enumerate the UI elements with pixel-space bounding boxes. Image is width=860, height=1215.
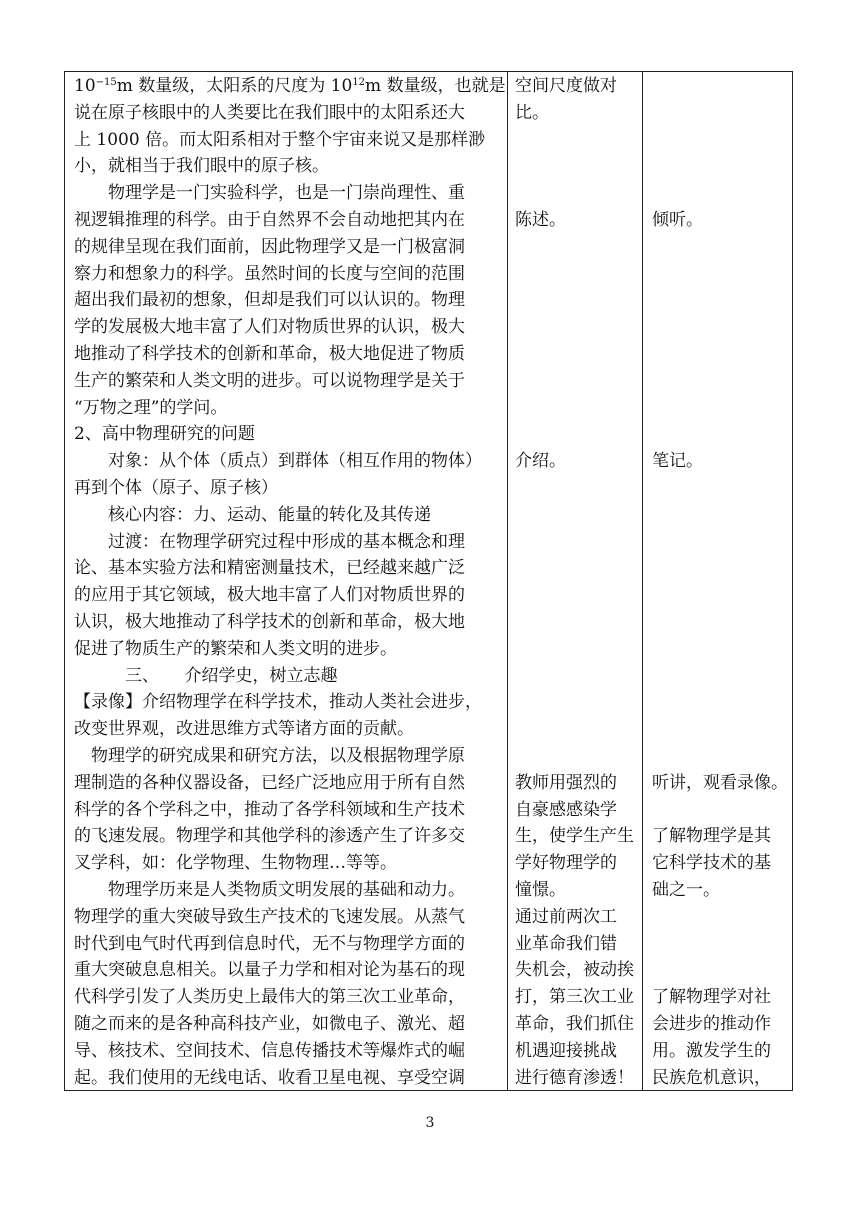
teacher-activity-column <box>508 72 642 1090</box>
text-line: 认识，极大地推动了科学技术的创新和革命，极大地 <box>74 612 465 632</box>
text-line: 促进了物质生产的繁荣和人类文明的进步。 <box>74 638 397 659</box>
teacher-note: 进行德育渗透！ <box>515 1067 634 1088</box>
teacher-note: 失机会，被动挨 <box>515 960 634 981</box>
text-line: 代科学引发了人类历史上最伟大的第三次工业革命， <box>74 987 465 1008</box>
teacher-note: 介绍。 <box>515 451 566 472</box>
teacher-note: 比。 <box>515 102 549 123</box>
text-line: 过渡：在物理学研究过程中形成的基本概念和理 <box>74 531 465 552</box>
text-line: 的应用于其它领域，极大地丰富了人们对物质世界的 <box>74 585 465 606</box>
page-number: 3 <box>425 1115 435 1131</box>
student-note: 础之一。 <box>652 880 720 900</box>
teacher-note: 通过前两次工 <box>515 906 617 927</box>
teacher-note: 自豪感感染学 <box>515 799 617 820</box>
text-line: 超出我们最初的想象，但却是我们可以认识的。物理 <box>74 290 465 311</box>
student-note: 民族危机意识， <box>652 1067 771 1088</box>
text-line: 物理学历来是人类物质文明发展的基础和动力。 <box>74 880 465 900</box>
text-line: 的规律呈现在我们面前，因此物理学又是一门极富洞 <box>74 236 465 257</box>
student-note: 了解物理学对社 <box>652 987 771 1008</box>
text-line: 时代到电气时代再到信息时代，无不与物理学方面的 <box>74 933 465 954</box>
text-line: “万物之理”的学问。 <box>74 397 228 418</box>
text-line: 核心内容：力、运动、能量的转化及其传递 <box>74 504 431 525</box>
text-line: 科学的各个学科之中，推动了各学科领域和生产技术 <box>74 799 465 820</box>
teacher-note: 学好物理学的 <box>515 853 617 874</box>
text-line: 理制造的各种仪器设备，已经广泛地应用于所有自然 <box>74 772 465 793</box>
text-line: 学的发展极大地丰富了人们对物质世界的认识，极大 <box>74 317 465 338</box>
student-note: 它科学技术的基 <box>652 853 771 874</box>
teacher-note: 教师用强烈的 <box>515 772 617 793</box>
text-line: 小，就相当于我们眼中的原子核。 <box>74 156 329 177</box>
student-note: 倾听。 <box>652 210 703 230</box>
student-note: 听讲，观看录像。 <box>652 772 788 793</box>
text-line: 【录像】介绍物理学在科学技术，推动人类社会进步， <box>74 692 482 713</box>
text-line: 视逻辑推理的科学。由于自然界不会自动地把其内在 <box>74 210 465 230</box>
text-line: 察力和想象力的科学。虽然时间的长度与空间的范围 <box>74 263 465 284</box>
text-line: 再到个体（原子、原子核） <box>74 478 278 498</box>
student-note: 会进步的推动作 <box>652 1014 771 1034</box>
student-note: 笔记。 <box>652 451 703 472</box>
text-line: 说在原子核眼中的人类要比在我们眼中的太阳系还大 <box>74 102 465 123</box>
text-line: 论、基本实验方法和精密测量技术，已经越来越广泛 <box>74 558 465 579</box>
teacher-note: 机遇迎接挑战 <box>515 1040 617 1061</box>
teacher-note: 生，使学生产生 <box>515 826 634 847</box>
text-line: 物理学的重大突破导致生产技术的飞速发展。从蒸气 <box>74 906 465 927</box>
text-line: 上 1000 倍。而太阳系相对于整个宇宙来说又是那样渺 <box>74 129 486 150</box>
student-note: 用。激发学生的 <box>652 1040 771 1061</box>
content-column <box>65 72 507 1090</box>
text-line: 生产的繁荣和人类文明的进步。可以说物理学是关于 <box>74 370 465 391</box>
text-line: 叉学科，如：化学物理、生物物理…等等。 <box>74 853 397 874</box>
text-line: 物理学是一门实验科学，也是一门崇尚理性、重 <box>74 183 465 204</box>
text-line: 随之而来的是各种高科技产业，如微电子、激光、超 <box>74 1014 465 1034</box>
text-line: 三、 介绍学史，树立志趣 <box>74 665 338 686</box>
text-line: 对象：从个体（质点）到群体（相互作用的物体） <box>74 451 482 472</box>
text-line: 的飞速发展。物理学和其他学科的渗透产生了许多交 <box>74 826 465 847</box>
teacher-note: 空间尺度做对 <box>515 76 617 96</box>
text-line: 重大突破息息相关。以量子力学和相对论为基石的现 <box>74 960 465 981</box>
text-line: 改变世界观，改进思维方式等诸方面的贡献。 <box>74 719 414 740</box>
student-note: 了解物理学是其 <box>652 826 771 847</box>
text-line: 起。我们使用的无线电话、收看卫星电视、享受空调 <box>74 1067 465 1088</box>
lesson-plan-table <box>64 71 793 1091</box>
text-line: 物理学的研究成果和研究方法，以及根据物理学原 <box>74 746 465 766</box>
teacher-note: 憧憬。 <box>515 880 566 900</box>
student-activity-column <box>643 72 792 1090</box>
teacher-note: 打，第三次工业 <box>515 987 634 1008</box>
teacher-note: 业革命我们错 <box>515 933 617 954</box>
teacher-note: 革命，我们抓住 <box>515 1014 634 1034</box>
text-line-first: $10^{-15}m$ 数量级，太阳系的尺度为 $10^{12}m$ 数量级，也就是 <box>74 76 506 96</box>
text-line: 导、核技术、空间技术、信息传播技术等爆炸式的崛 <box>74 1040 465 1061</box>
text-line: 2、高中物理研究的问题 <box>74 424 255 445</box>
teacher-note: 陈述。 <box>515 210 566 230</box>
text-line: 地推动了科学技术的创新和革命，极大地促进了物质 <box>74 344 465 364</box>
